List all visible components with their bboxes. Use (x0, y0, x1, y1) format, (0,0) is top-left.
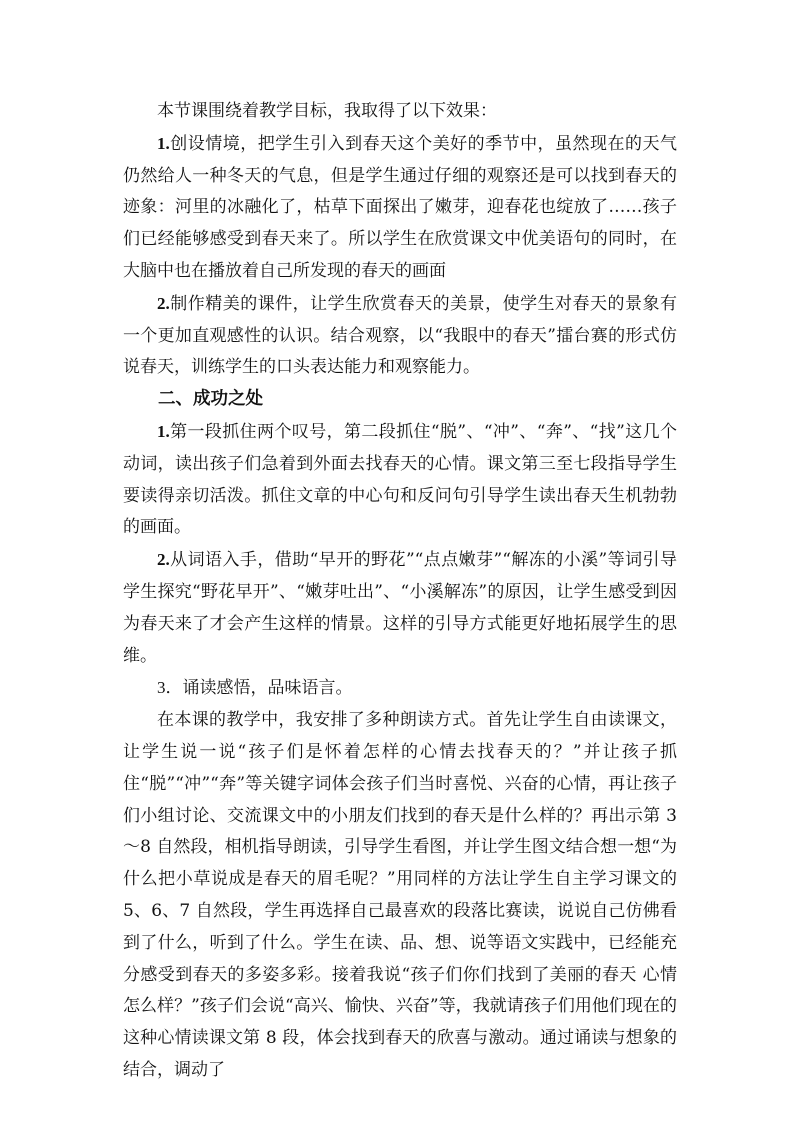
body-paragraph: 在本课的教学中，我安排了多种朗读方式。首先让学生自由读课文，让学生说一说“孩子们是怀着怎样的心情去找春天的？”并让孩子抓住“脱”“冲”“奔”等关键字词体会孩子们当时喜悦、兴奋的心情，再让孩子们小组讨论、交流课文中的小朋友们找到的春天是什么样的？再出示第 3～8 自然段，相机指导朗读，引导学生看图，并让学生图文结合想一想“为什么把小草说成是春天的眉毛呢？”用同样的方法让学生自主学习课文的5、6、7 自然段，学生再选择自己最喜欢的段落比赛读，说说自己仿佛看到了什么，听到了什么。学生在读、品、想、说等语文实践中，已经能充分感受到春天的多姿多彩。接着我说“孩子们你们找到了美丽的春天 心情怎么样？”孩子们会说“高兴、愉快、兴奋”等，我就请孩子们用他们现在的这种心情读课文第 8 段，体会找到春天的欣喜与激动。通过诵读与想象的结合，调动了 (123, 710, 677, 1080)
success-item-3 (123, 672, 677, 705)
success-item-1 (123, 416, 677, 544)
item-text: 从词语入手，借助“早开的野花”“点点嫩芽”“解冻的小溪”等词引导学生探究“野花早开”、“嫩芽吐出”、“小溪解冻”的原因，让学生感受到因为春天来了才会产生这样的情景。这样的引导方式能更好地拓展学生的思维。 (123, 550, 677, 666)
item-text: 创设情境，把学生引入到春天这个美好的季节中，虽然现在的天气仍然给人一种冬天的气息，但是学生通过仔细的观察还是可以找到春天的迹象：河里的冰融化了，枯草下面探出了嫩芽，迎春花也绽放了……孩子们已经能够感受到春天来了。所以学生在欣赏课文中优美语句的同时，在大脑中也在播放着自己所发现的春天的画面 (123, 133, 677, 281)
success-item-2 (123, 544, 677, 672)
item-text: 第一段抓住两个叹号，第二段抓住“脱”、“冲”、“奔”、“找”这几个动词，读出孩子们急着到外面去找春天的心情。课文第三至七段指导学生要读得亲切活泼。抓住文章的中心句和反问句引导学生读出春天生机勃勃的画面。 (123, 421, 677, 538)
item-number: 2. (157, 293, 170, 313)
item-number: 1. (157, 421, 170, 441)
document-page (123, 96, 677, 1087)
intro-paragraph: 本节课围绕着教学目标，我取得了以下效果： (157, 101, 497, 121)
effect-item-1 (123, 128, 677, 288)
item-text: 制作精美的课件，让学生欣赏春天的美景，使学生对春天的景象有一个更加直观感性的认识。结合观察，以“我眼中的春天”擂台赛的形式仿说春天，训练学生的口头表达能力和观察能力。 (123, 293, 677, 378)
item-text: 诵读感悟，品味语言。 (182, 678, 353, 699)
effect-item-2 (123, 288, 677, 384)
item-number: 3． (157, 678, 183, 698)
section-heading-success: 二、成功之处 (158, 389, 263, 410)
item-number: 2. (157, 550, 170, 570)
item-number: 1. (157, 133, 170, 153)
